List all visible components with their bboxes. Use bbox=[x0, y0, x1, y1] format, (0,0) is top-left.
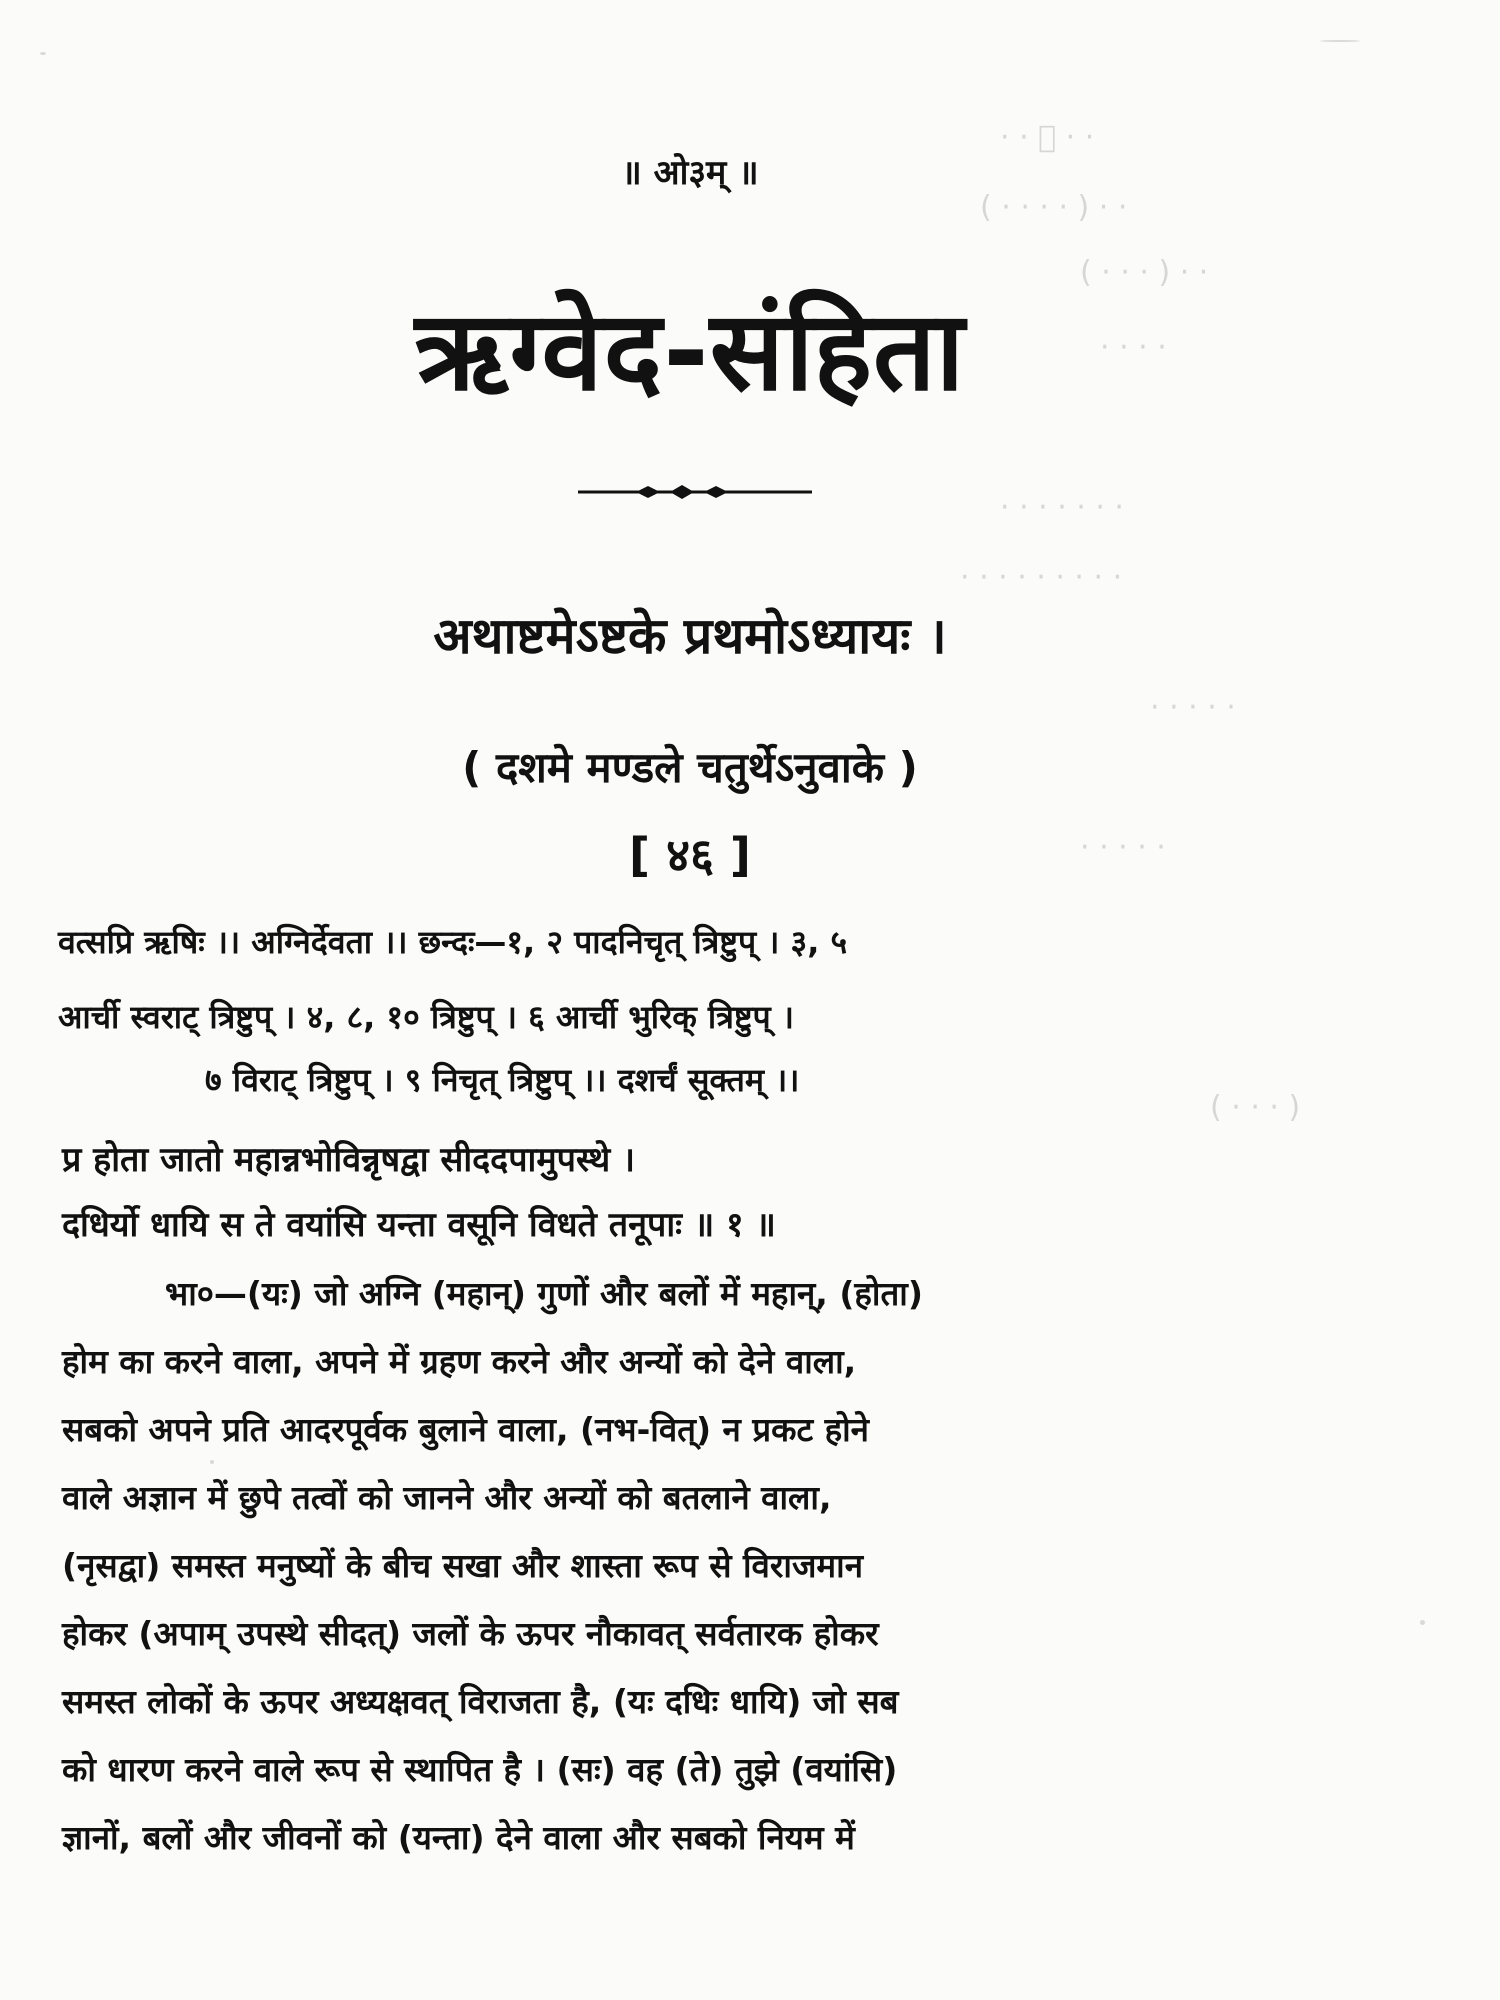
verse-line: दधिर्यो धायि स ते वयांसि यन्ता वसूनि विधते तनूपाः ॥ १ ॥ bbox=[62, 1205, 776, 1245]
scan-speck bbox=[1320, 40, 1360, 42]
hymn-metadata-line: वत्सप्रि ऋषिः ।। अग्निर्देवता ।। छन्दः—१, २ पादनिचृत् त्रिष्टुप् । ३, ५ bbox=[58, 923, 848, 961]
commentary-line: ज्ञानों, बलों और जीवनों को (यन्ता) देने वाला और सबको नियम में bbox=[62, 1818, 855, 1857]
scan-speck bbox=[1420, 1620, 1425, 1625]
ornament-divider bbox=[578, 482, 812, 502]
bleed-through-marks: ( · · · · ) · · bbox=[980, 190, 1128, 225]
bleed-through-marks: · · · · · · · · · bbox=[960, 560, 1123, 595]
verse-line: प्र होता जातो महान्नभोविन्नृषद्वा सीददपामुपस्थे । bbox=[62, 1140, 635, 1180]
invocation: ॥ ओ३म् ॥ bbox=[621, 153, 759, 193]
bleed-through-marks: ( · · · ) · · bbox=[1080, 255, 1209, 290]
hymn-metadata-line: ७ विराट् त्रिष्टुप् । ९ निचृत् त्रिष्टुप् ।। दशर्चं सूक्तम् ।। bbox=[205, 1061, 800, 1099]
scan-speck bbox=[210, 1460, 214, 1464]
page-title: ऋग्वेद-संहिता bbox=[414, 287, 966, 415]
commentary-line: वाले अज्ञान में छुपे तत्वों को जानने और अन्यों को बतलाने वाला, bbox=[62, 1478, 832, 1517]
bleed-through-marks: · · · · · · · bbox=[1000, 490, 1124, 525]
hymn-metadata-line: आर्ची स्वराट् त्रिष्टुप् । ४, ८, १० त्रिष्टुप् । ६ आर्ची भुरिक् त्रिष्टुप् । bbox=[58, 998, 794, 1036]
scan-speck bbox=[40, 52, 46, 55]
bleed-through-marks: · · · · bbox=[1100, 330, 1167, 365]
commentary-line: समस्त लोकों के ऊपर अध्यक्षवत् विराजता है, (यः दधिः धायि) जो सब bbox=[62, 1682, 899, 1721]
bleed-through-marks: · · · · · bbox=[1080, 830, 1166, 865]
bleed-through-marks: · · ᳚ · · bbox=[1000, 120, 1095, 155]
commentary-line: भा०—(यः) जो अग्नि (महान्) गुणों और बलों में महान्, (होता) bbox=[165, 1274, 923, 1313]
commentary-line: होकर (अपाम् उपस्थे सीदत्) जलों के ऊपर नौकावत् सर्वतारक होकर bbox=[62, 1614, 879, 1653]
commentary-line: को धारण करने वाले रूप से स्थापित है । (सः) वह (ते) तुझे (वयांसि) bbox=[62, 1750, 898, 1789]
chapter-heading: अथाष्टमेऽष्टके प्रथमोऽध्यायः । bbox=[433, 607, 947, 665]
bleed-through-marks: · · · · · bbox=[1150, 690, 1236, 725]
commentary-line: होम का करने वाला, अपने में ग्रहण करने और अन्यों को देने वाला, bbox=[62, 1342, 857, 1381]
commentary-line: सबको अपने प्रति आदरपूर्वक बुलाने वाला, (नभ-वित्) न प्रकट होने bbox=[62, 1410, 869, 1449]
hymn-number: [ ४६ ] bbox=[629, 828, 751, 882]
bleed-through-marks: ( · · · ) bbox=[1210, 1090, 1301, 1125]
section-reference: ( दशमे मण्डले चतुर्थेऽनुवाके ) bbox=[462, 743, 918, 792]
commentary-line: (नृसद्वा) समस्त मनुष्यों के बीच सखा और शास्ता रूप से विराजमान bbox=[62, 1546, 864, 1585]
